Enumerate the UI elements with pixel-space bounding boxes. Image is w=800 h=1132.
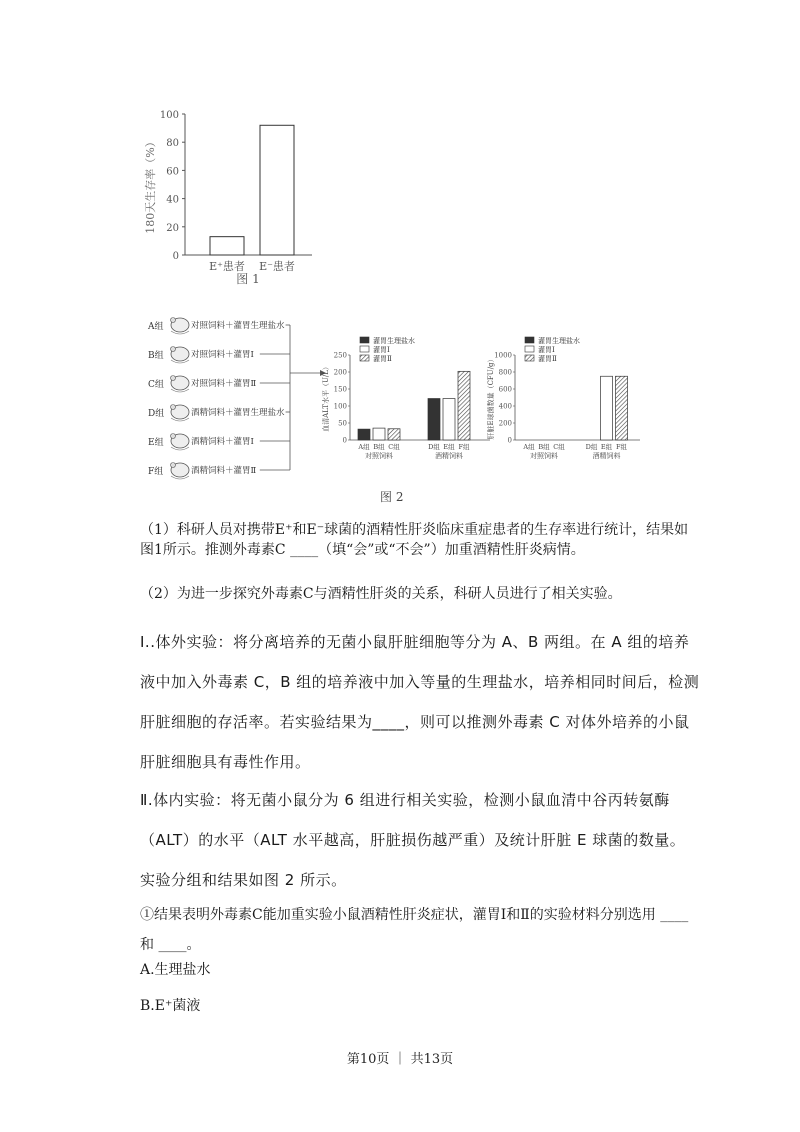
mouse-icon — [171, 434, 190, 451]
x-tick-label: A组 — [523, 443, 535, 451]
bar-A组 — [358, 429, 370, 440]
y-tick-label: 100 — [333, 402, 347, 411]
y-axis-label: 180天生存率（%） — [144, 136, 157, 234]
bar-D组 — [428, 399, 440, 440]
mouse-icon — [171, 405, 190, 422]
mouse-icon — [171, 318, 190, 335]
treatment-label: 对照饲料＋灌胃Ⅰ — [191, 350, 254, 360]
x-tick-label: E⁻患者 — [259, 260, 295, 273]
y-axis-label: 肝脏E球菌数量（CFU/g） — [487, 355, 495, 440]
group-label: D组 — [148, 409, 165, 419]
legend-swatch — [525, 346, 534, 352]
y-tick-label: 50 — [338, 419, 347, 428]
y-tick-label: 0 — [507, 436, 512, 445]
x-tick-label: E⁺患者 — [209, 260, 245, 273]
x-tick-label: B组 — [538, 443, 550, 451]
mouse-icon — [171, 347, 190, 364]
group-label: E组 — [148, 438, 164, 448]
x-tick-label: D组 — [428, 443, 440, 451]
bar-C组 — [388, 429, 400, 440]
y-tick-label: 800 — [498, 368, 512, 377]
figure-1-caption: 图 1 — [236, 272, 260, 286]
group-label: 对照饲料 — [530, 452, 558, 460]
alt-chart — [321, 336, 490, 460]
x-tick-label: D组 — [585, 443, 598, 451]
group-label: 酒精饲料 — [592, 452, 621, 460]
group-label: F组 — [148, 467, 164, 477]
bar-1 — [260, 125, 294, 255]
figure-2 — [140, 305, 660, 505]
mouse-icon — [171, 463, 190, 480]
treatment-label: 酒精饲料＋灌胃生理盐水 — [191, 408, 285, 418]
y-tick-label: 150 — [333, 385, 347, 394]
bar-F组 — [616, 376, 628, 440]
legend-label: 灌胃生理盐水 — [373, 337, 415, 345]
treatment-label: 对照饲料＋灌胃生理盐水 — [191, 321, 285, 331]
y-tick-label: 200 — [498, 419, 512, 428]
option-a: A.生理盐水 — [140, 962, 211, 978]
y-tick-label: 0 — [172, 251, 179, 262]
bar-0 — [210, 237, 244, 255]
page-footer: 第10页 ｜ 共13页 — [346, 1052, 454, 1067]
x-tick-label: B组 — [373, 443, 385, 451]
x-tick-label: F组 — [615, 443, 628, 451]
treatment-label: 酒精饲料＋灌胃Ⅱ — [191, 466, 257, 476]
y-tick-label: 80 — [166, 138, 179, 150]
in-vitro-paragraph: Ⅰ..体外实验：将分离培养的无菌小鼠肝脏细胞等分为 A、B 两组。在 A 组的培养液中加入外毒素 C，B 组的培养液中加入等量的生理盐水，培养相同时间后，检测肝脏细胞的存活率。若实验结果为____，则可以推测外毒素 C 对体外培养的小鼠肝脏细胞具有毒性作用。 — [140, 633, 700, 771]
y-tick-label: 40 — [166, 194, 179, 206]
x-tick-label: A组 — [358, 443, 370, 451]
legend-label: 灌胃生理盐水 — [538, 337, 580, 345]
question-3: ①结果表明外毒素C能加重实验小鼠酒精性肝炎症状，灌胃Ⅰ和Ⅱ的实验材料分别选用 ____和 ____。 — [140, 907, 689, 953]
group-label: A组 — [148, 322, 164, 332]
group-label: 对照饲料 — [365, 452, 393, 460]
figure-1-chart — [140, 100, 320, 290]
legend-swatch — [525, 337, 534, 343]
y-tick-label: 400 — [498, 402, 512, 411]
treatment-label: 对照饲料＋灌胃Ⅱ — [191, 379, 257, 389]
treatment-label: 酒精饲料＋灌胃Ⅰ — [191, 437, 254, 447]
figure-2-caption: 图 2 — [380, 490, 404, 504]
x-tick-label: E组 — [600, 443, 613, 451]
legend-label: 灌胃Ⅰ — [373, 346, 390, 354]
legend-swatch — [360, 337, 369, 343]
bar-E组 — [443, 399, 455, 440]
y-tick-label: 1000 — [494, 351, 512, 360]
question-2: （2）为进一步探究外毒素C与酒精性肝炎的关系，科研人员进行了相关实验。 — [140, 586, 622, 602]
y-tick-label: 600 — [498, 385, 512, 394]
group-label: B组 — [148, 351, 164, 361]
x-tick-label: E组 — [443, 443, 455, 451]
y-tick-label: 60 — [166, 166, 179, 178]
y-tick-label: 250 — [333, 351, 347, 360]
y-tick-label: 200 — [333, 368, 347, 377]
cfu-chart — [486, 336, 640, 460]
question-1: （1）科研人员对携带E⁺和E⁻球菌的酒精性肝炎临床重症患者的生存率进行统计，结果如图1所示。推测外毒素C ____（填“会”或“不会”）加重酒精性肝炎病情。 — [140, 522, 689, 558]
legend-label: 灌胃Ⅰ — [538, 346, 555, 354]
x-tick-label: C组 — [553, 443, 565, 451]
legend-swatch — [525, 355, 534, 361]
group-label: 酒精饲料 — [435, 452, 463, 460]
legend-swatch — [360, 346, 369, 352]
y-tick-label: 20 — [166, 222, 179, 234]
bar-F组 — [458, 371, 470, 440]
y-axis-label: 血清ALT水平（U/L） — [322, 363, 330, 432]
bar-B组 — [373, 428, 385, 440]
legend-label: 灌胃Ⅱ — [373, 355, 392, 363]
y-tick-label: 100 — [159, 110, 179, 121]
bar-E组 — [601, 376, 613, 440]
mouse-icon — [171, 376, 190, 393]
legend-label: 灌胃Ⅱ — [538, 355, 557, 363]
group-label: C组 — [148, 380, 164, 390]
in-vivo-paragraph: Ⅱ.体内实验：将无菌小鼠分为 6 组进行相关实验，检测小鼠血清中谷丙转氨酶（ALT）的水平（ALT 水平越高，肝脏损伤越严重）及统计肝脏 E 球菌的数量。实验分组和结果如图 2 所示。 — [140, 791, 686, 889]
y-tick-label: 0 — [342, 436, 347, 445]
x-tick-label: F组 — [458, 443, 470, 451]
x-tick-label: C组 — [388, 443, 400, 451]
legend-swatch — [360, 355, 369, 361]
option-b: B.E⁺菌液 — [140, 998, 201, 1014]
